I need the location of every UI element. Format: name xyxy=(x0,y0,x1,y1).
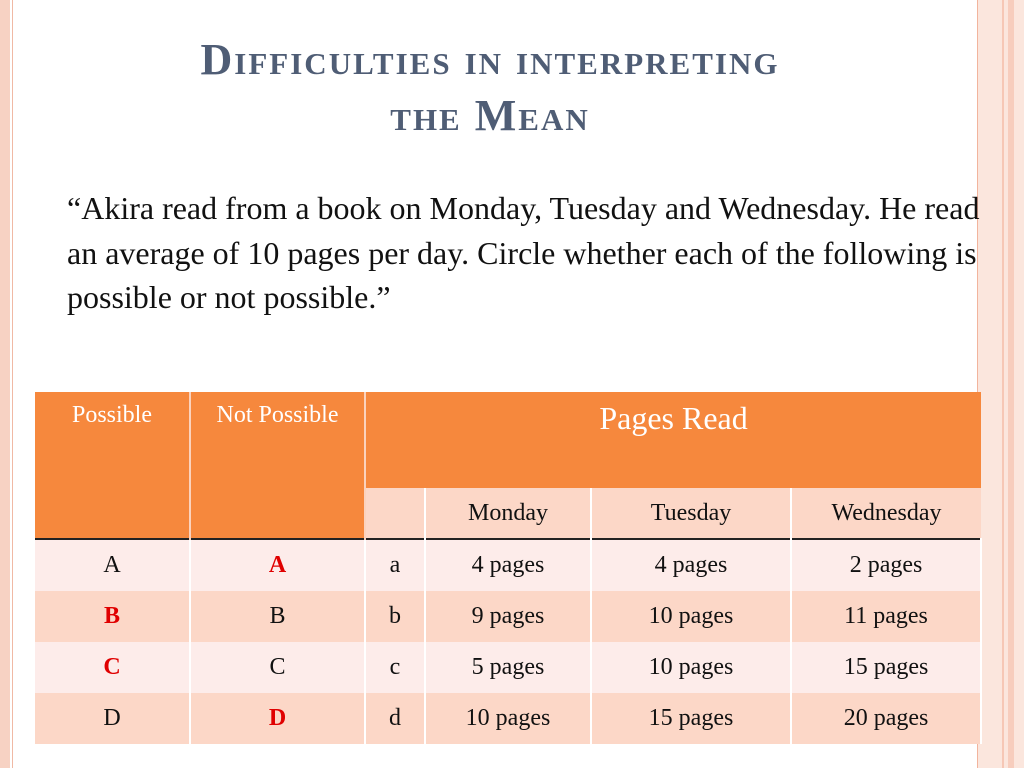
subheader-tuesday: Tuesday xyxy=(591,488,791,539)
cell-label: b xyxy=(365,591,425,642)
table-row xyxy=(35,693,981,744)
cell-label: c xyxy=(365,642,425,693)
table-header-row xyxy=(35,392,981,488)
cell-not-possible: C xyxy=(190,642,365,693)
table-row xyxy=(35,539,981,591)
header-not-possible xyxy=(190,392,365,539)
slide-frame-left xyxy=(0,0,10,768)
table-row xyxy=(35,642,981,693)
cell-tuesday: 10 pages xyxy=(591,591,791,642)
header-pages-read: Pages Read xyxy=(365,392,981,488)
slide-frame-right xyxy=(978,0,1024,768)
cell-label: a xyxy=(365,539,425,591)
cell-not-possible-circled: A xyxy=(190,539,365,591)
cell-label: d xyxy=(365,693,425,744)
slide-frame-left-line xyxy=(12,0,13,768)
cell-possible-circled: C xyxy=(35,642,190,693)
header-not-possible-label: Not Possible xyxy=(216,402,339,428)
cell-not-possible: B xyxy=(190,591,365,642)
cell-tuesday: 4 pages xyxy=(591,539,791,591)
cell-possible: D xyxy=(35,693,190,744)
subheader-blank xyxy=(365,488,425,539)
table-row xyxy=(35,591,981,642)
slide-frame-right-stripe xyxy=(1002,0,1004,768)
slide-title xyxy=(40,32,940,144)
title-line-1: Difficulties in interpreting xyxy=(200,35,780,84)
subheader-wednesday: Wednesday xyxy=(791,488,981,539)
cell-monday: 4 pages xyxy=(425,539,591,591)
cell-possible-circled: B xyxy=(35,591,190,642)
title-line-2: the Mean xyxy=(390,91,590,140)
header-possible: Possible xyxy=(35,392,190,539)
cell-monday: 10 pages xyxy=(425,693,591,744)
pages-read-table xyxy=(35,392,982,744)
cell-wednesday: 15 pages xyxy=(791,642,981,693)
cell-wednesday: 20 pages xyxy=(791,693,981,744)
cell-monday: 5 pages xyxy=(425,642,591,693)
subheader-monday: Monday xyxy=(425,488,591,539)
cell-wednesday: 11 pages xyxy=(791,591,981,642)
cell-wednesday: 2 pages xyxy=(791,539,981,591)
cell-not-possible-circled: D xyxy=(190,693,365,744)
cell-monday: 9 pages xyxy=(425,591,591,642)
cell-tuesday: 15 pages xyxy=(591,693,791,744)
slide-frame-right-stripe-2 xyxy=(1008,0,1014,768)
prompt-text: “Akira read from a book on Monday, Tuesday and Wednesday. He read an average of 10 pages per day. Circle whether each of the following is possible or not possible.” xyxy=(67,190,980,315)
cell-tuesday: 10 pages xyxy=(591,642,791,693)
cell-possible: A xyxy=(35,539,190,591)
